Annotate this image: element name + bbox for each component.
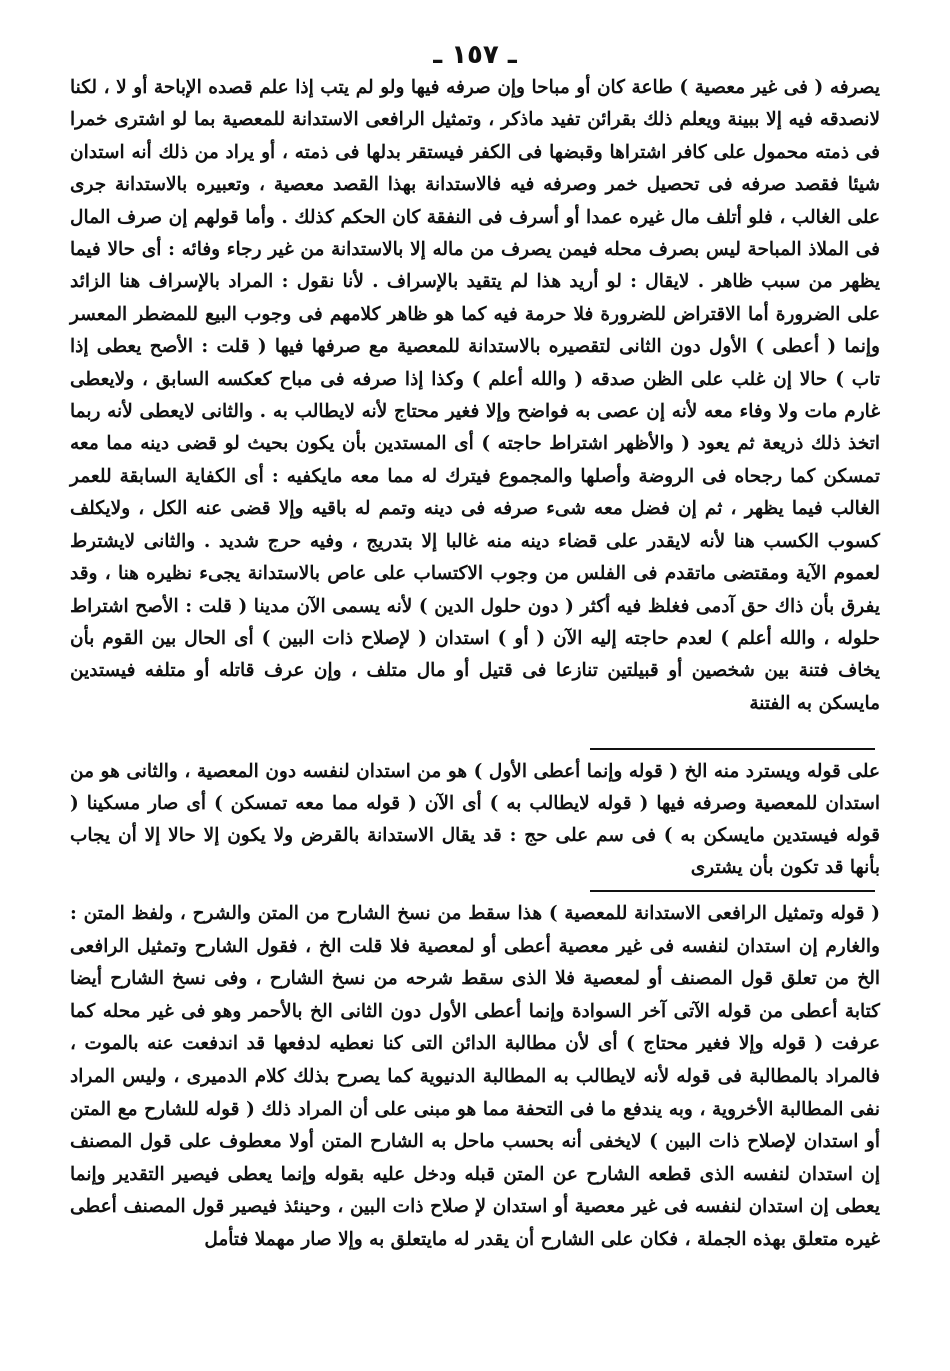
footnote-block-1 bbox=[70, 756, 880, 884]
main-text-block bbox=[70, 72, 880, 720]
page-number: ـ ١٥٧ ـ bbox=[433, 40, 517, 70]
footnote-block-2 bbox=[70, 898, 880, 1257]
footnote-divider-2 bbox=[590, 890, 875, 892]
footnote-text-1: على قوله ويسترد منه الخ ( قوله وإنما أعطى الأول ) هو من استدان لنفسه دون المعصية ، والثانى هو من استدان للمعصية وصرفه فيها ( قوله لايطالب به ) أى الآن ( قوله مما معه تمسكن ) أى صار مسكينا ( قوله فيستدين مايسكن به ) فى سم على حج : قد يقال الاستدانة بالقرض ولا يكون إلا حالا إلا أن يجاب بأنها قد تكون بأن يشترى bbox=[70, 761, 880, 878]
footnote-text-2: ( قوله وتمثيل الرافعى الاستدانة للمعصية ) هذا سقط من نسخ الشارح من المتن والشرح ، ولفظ المتن : والغارم إن استدان لنفسه فى غير معصية أعطى أو لمعصية فلا قلت الخ ، فقول الشارح وتمثيل الرافعى الخ من تعلق قول المصنف أو لمعصية فلا الذى سقط شرحه من نسخ الشارح ، وفى نسخ الشارح أيضا كتابة أعطى من قوله الآتى آخر السوادة وإنما أعطى الأول دون الثانى الخ بالأحمر وهو فى غير محله كما عرفت ( قوله وإلا فغير محتاج ) أى لأن مطالبة الدائن التى كنا نعطيه لدفعها قد اندفعت عنه بالموت ، فالمراد بالمطالبة فى قوله لأنه لايطالب به المطالبة الدنيوية كما يصرح بذلك كلام الدميرى ، وليس المراد نفى المطالبة الأخروية ، وبه يندفع ما فى التحفة مما هو مبنى على أن المراد ذلك ( قوله للشارح مع المتن أو استدان لإصلاح ذات البين ) لايخفى أنه بحسب ماحل به الشارح المتن أولا معطوف على قول المصنف إن استدان لنفسه الذى قطعه الشارح عن المتن قبله ودخل عليه بقوله وإنما يعطى فيصير التقدير وإنما يعطى إن استدان لنفسه فى غير معصية أو استدان لإ صلاح ذات البين ، وحينئذ فيصير قول المصنف أعطى غيره متعلق بهذه الجملة ، فكان على الشارح أن يقدر له مايتعلق به وإلا صار مهملا فتأمل bbox=[70, 903, 880, 1250]
footnote-divider-1 bbox=[590, 748, 875, 750]
main-text: يصرفه ( فى غير معصية ) طاعة كان أو مباحا وإن صرفه فيها ولو لم يتب إذا علم قصده الإباحة أو لا ، لكنا لانصدقه فيه إلا ببينة ويعلم ذلك بقرائن تفيد ماذكر ، وتمثيل الرافعى الاستدانة للمعصية بما لو اشترى خمرا فى ذمته محمول على كافر اشتراها وقبضها فى الكفر فيستقر بدلها فى ذمته ، أو يراد من ذلك أنه استدان شيئا فقصد صرفه فى تحصيل خمر وصرفه فيه فالاستدانة بهذا القصد معصية ، وتعبيره بالاستدانة جرى على الغالب ، فلو أتلف مال غيره عمدا أو أسرف فى النفقة كان الحكم كذلك . وأما قولهم إن صرف المال فى الملاذ المباحة ليس بصرف محله فيمن يصرف من ماله إلا بالاستدانة من غير رجاء وفائه : أى حالا فيما يظهر من سبب ظاهر . لايقال : لو أريد هذا لم يتقيد بالإسراف . لأنا نقول : المراد بالإسراف هنا الزائد على الضرورة أما الاقتراض للضرورة فلا حرمة فيه كما هو ظاهر كلامهم فى وجوب البيع للمضطر المعسر وإنما ( أعطى ) الأول دون الثانى لتقصيره بالاستدانة للمعصية مع صرفها فيها ( قلت : الأصح يعطى إذا تاب ) حالا إن غلب على الظن صدقه ( والله أعلم ) وكذا إذا صرفه فى مباح كعكسه السابق ، ولايعطى غارم مات ولا وفاء معه لأنه إن عصى به فواضح وإلا فغير محتاج لأنه لايطالب به . والثانى لايعطى لأنه ربما اتخذ ذلك ذريعة ثم يعود ( والأظهر اشتراط حاجته ) أى المستدين بأن يكون بحيث لو قضى دينه مما معه تمسكن كما رجحاه فى الروضة وأصلها والمجموع فيترك له مما معه مايكفيه : أى الكفاية السابقة للعمر الغالب فيما يظهر ، ثم إن فضل معه شىء صرفه فى دينه وتمم له باقيه وإلا قضى عنه الكل ، ولايكلف كسوب الكسب هنا لأنه لايقدر على قضاء دينه منه غالبا إلا بتدريج ، وفيه حرج شديد . والثانى لايشترط لعموم الآية ومقتضى ماتقدم فى الفلس من وجوب الاكتساب على عاص بالاستدانة يجىء نظيره هنا ، وقد يفرق بأن ذاك حق آدمى فغلظ فيه أكثر ( دون حلول الدين ) لأنه يسمى الآن مدينا ( قلت : الأصح اشتراط حلوله ، والله أعلم ) لعدم حاجته إليه الآن ( أو ) استدان ( لإصلاح ذات البين ) أى الحال بين القوم بأن يخاف فتنة بين شخصين أو قبيلتين تنازعا فى قتيل أو مال متلف ، وإن عرف قاتله أو متلفه فيستدين مايسكن به الفتنة bbox=[70, 77, 880, 714]
